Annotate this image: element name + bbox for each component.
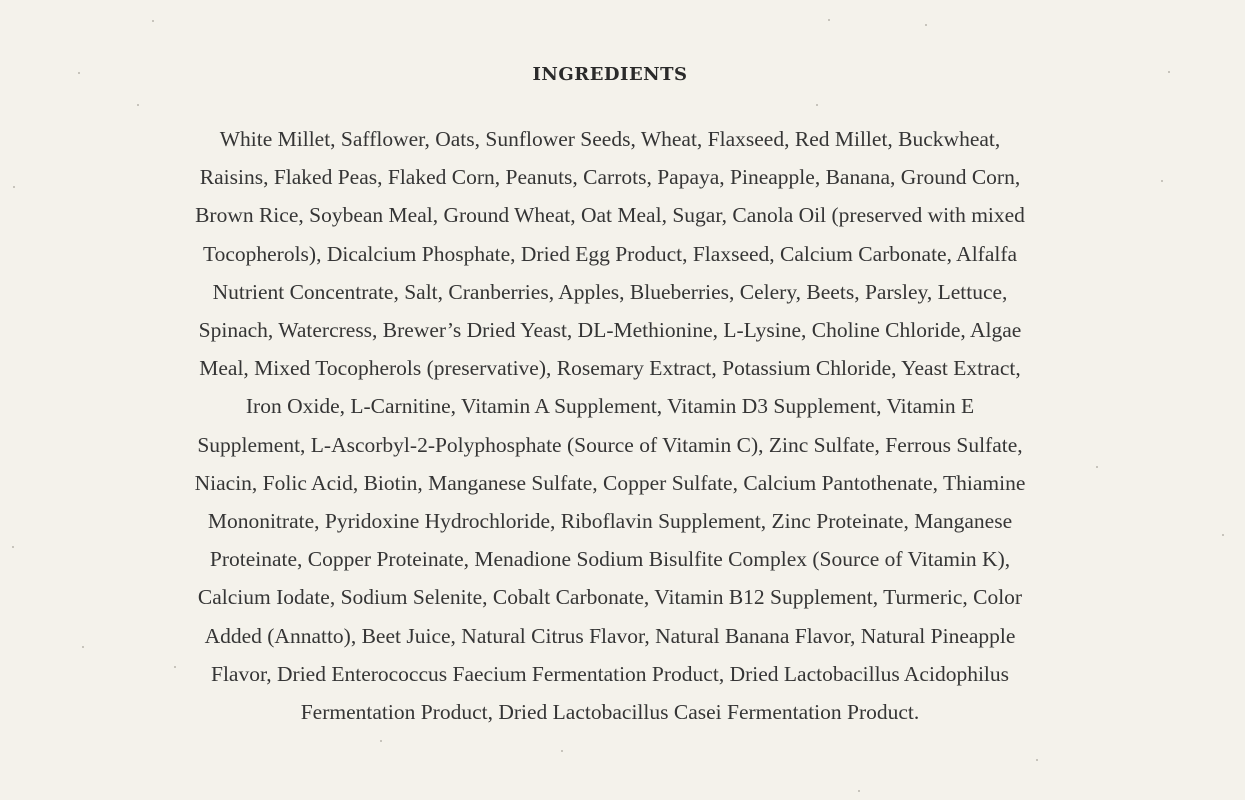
paper-speck bbox=[174, 666, 176, 668]
ingredient-line: Nutrient Concentrate, Salt, Cranberries, Apples, Blueberries, Celery, Beets, Parsley, Lettuce, bbox=[212, 279, 1008, 304]
paper-speck bbox=[1096, 466, 1098, 468]
ingredient-line: Spinach, Watercress, Brewer’s Dried Yeast, DL-Methionine, L-Lysine, Choline Chloride, Algae bbox=[198, 318, 1022, 343]
ingredient-line: Brown Rice, Soybean Meal, Ground Wheat, Oat Meal, Sugar, Canola Oil (preserved with mixed bbox=[195, 203, 1025, 228]
paper-speck bbox=[12, 546, 14, 548]
ingredient-line: Added (Annatto), Beet Juice, Natural Citrus Flavor, Natural Banana Flavor, Natural Pineapple bbox=[204, 623, 1016, 648]
paper-speck bbox=[816, 104, 818, 106]
ingredient-line: Flavor, Dried Enterococcus Faecium Fermentation Product, Dried Lactobacillus Acidophilus bbox=[210, 661, 1010, 686]
ingredient-line: Fermentation Product, Dried Lactobacillus Casei Fermentation Product. bbox=[300, 700, 920, 725]
ingredient-line: Iron Oxide, L-Carnitine, Vitamin A Supplement, Vitamin D3 Supplement, Vitamin E bbox=[245, 394, 975, 419]
paper-speck bbox=[1036, 759, 1038, 761]
paper-speck bbox=[78, 72, 80, 74]
paper-speck bbox=[82, 646, 84, 648]
ingredient-line: White Millet, Safflower, Oats, Sunflower Seeds, Wheat, Flaxseed, Red Millet, Buckwheat, bbox=[219, 127, 1001, 151]
ingredient-line: Meal, Mixed Tocopherols (preservative), Rosemary Extract, Potassium Chloride, Yeast Extract, bbox=[199, 356, 1021, 381]
ingredients-heading: INGREDIENTS bbox=[532, 64, 688, 85]
paper-speck bbox=[925, 24, 927, 26]
paper-speck bbox=[1222, 534, 1224, 536]
paper-speck bbox=[561, 750, 563, 752]
ingredient-line: Calcium Iodate, Sodium Selenite, Cobalt Carbonate, Vitamin B12 Supplement, Turmeric, Color bbox=[197, 585, 1023, 610]
paper-speck bbox=[137, 104, 139, 106]
paper-speck bbox=[380, 740, 382, 742]
ingredient-line: Supplement, L-Ascorbyl-2-Polyphosphate (Source of Vitamin C), Zinc Sulfate, Ferrous Sulfate, bbox=[197, 432, 1023, 457]
paper-speck bbox=[1168, 71, 1170, 73]
ingredient-line: Mononitrate, Pyridoxine Hydrochloride, Riboflavin Supplement, Zinc Proteinate, Manganese bbox=[207, 509, 1013, 534]
paper-speck bbox=[1161, 180, 1163, 182]
ingredients-list bbox=[0, 120, 1220, 731]
paper-speck bbox=[828, 19, 830, 21]
paper-speck bbox=[13, 186, 15, 188]
ingredient-line: Niacin, Folic Acid, Biotin, Manganese Sulfate, Copper Sulfate, Calcium Pantothenate, Thiamine bbox=[194, 470, 1026, 495]
ingredient-line: Raisins, Flaked Peas, Flaked Corn, Peanuts, Carrots, Papaya, Pineapple, Banana, Ground Corn, bbox=[199, 165, 1021, 190]
ingredient-line: Proteinate, Copper Proteinate, Menadione Sodium Bisulfite Complex (Source of Vitamin K), bbox=[209, 547, 1011, 572]
paper-speck bbox=[858, 790, 860, 792]
paper-speck bbox=[152, 20, 154, 22]
ingredient-line: Tocopherols), Dicalcium Phosphate, Dried Egg Product, Flaxseed, Calcium Carbonate, Alfalfa bbox=[202, 241, 1018, 266]
